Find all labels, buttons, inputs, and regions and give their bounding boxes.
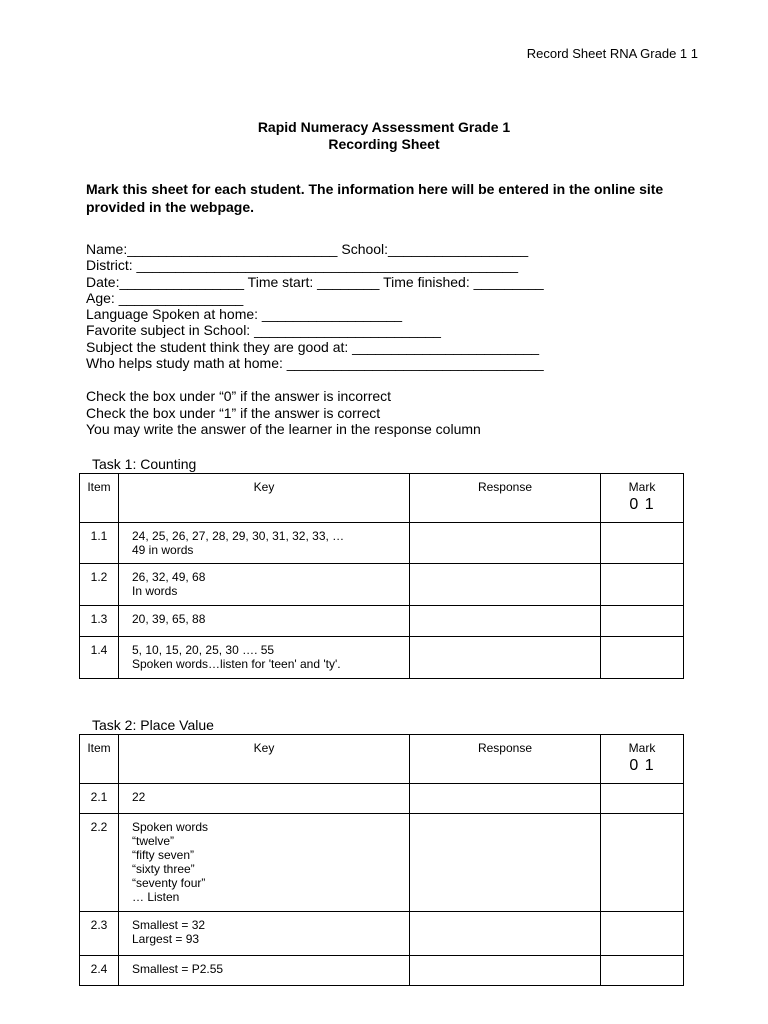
response-cell[interactable]	[410, 814, 601, 912]
document-title	[0, 119, 768, 153]
student-info-fields	[86, 241, 544, 371]
mark-header	[601, 735, 684, 784]
key-header: Key	[119, 474, 410, 523]
table-row	[80, 814, 684, 912]
item-number: 1.4	[90, 643, 108, 657]
mark-cell[interactable]	[601, 606, 684, 637]
table-header-row	[80, 735, 684, 784]
mark-values: 0 1	[629, 757, 655, 774]
key-text: Smallest = 32 Largest = 93	[132, 918, 206, 946]
mark-label: Mark	[628, 480, 656, 494]
key-text: Spoken words “twelve” “fifty seven” “sixty three” “seventy four” … Listen	[132, 820, 209, 904]
mark-header	[601, 474, 684, 523]
district-field: District: _________________________________________________	[86, 257, 519, 274]
date-time-field: Date:________________ Time start: ________ Time finished: _________	[86, 273, 544, 290]
math-helper-field: Who helps study math at home: _________________________________	[86, 355, 544, 372]
title-line-1: Rapid Numeracy Assessment Grade 1	[257, 119, 511, 135]
check-correct-text: Check the box under “1” if the answer is correct	[86, 404, 381, 421]
key-text: 24, 25, 26, 27, 28, 29, 30, 31, 32, 33, … 49 in words	[132, 529, 345, 557]
table-header-row	[80, 474, 684, 523]
check-incorrect-text: Check the box under “0” if the answer is incorrect	[86, 388, 392, 404]
mark-cell[interactable]	[601, 912, 684, 956]
table-row	[80, 956, 684, 986]
task2-table	[79, 734, 684, 986]
good-subject-field: Subject the student think they are good at: ________________________	[86, 338, 540, 355]
item-number: 2.1	[90, 790, 108, 804]
table-row	[80, 523, 684, 564]
item-header: Item	[80, 474, 119, 523]
mark-cell[interactable]	[601, 784, 684, 814]
response-cell[interactable]	[410, 956, 601, 986]
key-text: 22	[132, 790, 146, 804]
marking-instructions	[86, 388, 481, 438]
mark-values: 0 1	[629, 496, 655, 513]
favorite-subject-field: Favorite subject in School: ________________________	[86, 322, 441, 339]
title-line-2: Recording Sheet	[328, 136, 440, 152]
response-cell[interactable]	[410, 637, 601, 679]
task1-title: Task 1: Counting	[92, 456, 197, 472]
item-number: 1.2	[90, 570, 108, 584]
mark-label: Mark	[628, 741, 656, 755]
item-number: 2.4	[90, 962, 108, 976]
response-cell[interactable]	[410, 523, 601, 564]
response-column-text: You may write the answer of the learner in the response column	[86, 421, 481, 437]
instruction-text: Mark this sheet for each student. The information here will be entered in the online site provided in the webpage.	[86, 181, 664, 215]
response-cell[interactable]	[410, 784, 601, 814]
response-cell[interactable]	[410, 912, 601, 956]
name-school-field: Name:___________________________ School:__________________	[86, 241, 529, 257]
key-text: 5, 10, 15, 20, 25, 30 …. 55 Spoken words…listen for 'teen' and 'ty'.	[132, 643, 341, 671]
item-number: 1.3	[90, 612, 108, 626]
key-text: 20, 39, 65, 88	[132, 612, 206, 626]
mark-cell[interactable]	[601, 637, 684, 679]
mark-cell[interactable]	[601, 956, 684, 986]
response-cell[interactable]	[410, 606, 601, 637]
task1-table	[79, 473, 684, 679]
item-header: Item	[80, 735, 119, 784]
item-number: 2.3	[90, 918, 108, 932]
table-row	[80, 784, 684, 814]
response-header: Response	[410, 735, 601, 784]
response-cell[interactable]	[410, 564, 601, 606]
item-number: 1.1	[90, 529, 108, 543]
item-number: 2.2	[90, 820, 108, 834]
mark-cell[interactable]	[601, 523, 684, 564]
table-row	[80, 637, 684, 679]
mark-cell[interactable]	[601, 564, 684, 606]
table-row	[80, 564, 684, 606]
age-field: Age: ________________	[86, 289, 244, 306]
key-header: Key	[119, 735, 410, 784]
key-text: 26, 32, 49, 68 In words	[132, 570, 206, 598]
language-field: Language Spoken at home: __________________	[86, 306, 403, 323]
task2-title: Task 2: Place Value	[92, 717, 214, 733]
table-row	[80, 606, 684, 637]
mark-cell[interactable]	[601, 814, 684, 912]
table-row	[80, 912, 684, 956]
page-header: Record Sheet RNA Grade 1 1	[526, 46, 698, 61]
response-header: Response	[410, 474, 601, 523]
key-text: Smallest = P2.55	[132, 962, 224, 976]
